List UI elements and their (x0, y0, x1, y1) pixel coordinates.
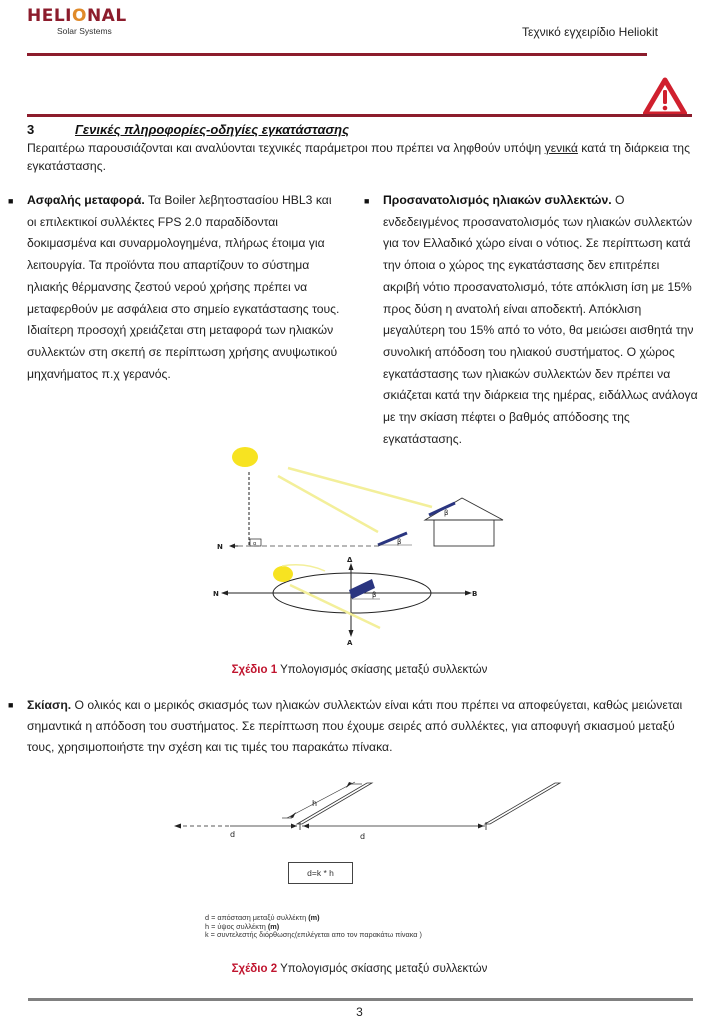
formula-box: d=k * h (288, 862, 353, 884)
label-d-right: d (360, 832, 366, 841)
label-right-angle: α (253, 541, 257, 547)
section-number: 3 (27, 122, 35, 137)
figure-2-legend (205, 914, 422, 940)
label-beta-house: β (444, 509, 449, 517)
bullet-square-icon: ■ (364, 196, 370, 206)
bullet-text: Ο ολικός και ο μερικός σκιασμός των ηλιακών συλλεκτών είναι κάτι που πρέπει να αποφεύγεται, καθώς μειώνεται σημαντικά η απόδοση του συστήματος. Σε περίπτωση που έχουμε σειρές από συλλέκτες, για αποφυγή σκιασμού μεταξύ τους, χρησιμοποιήστε την σχέση και τις τιμές του παρακάτω πίνακα. (27, 698, 683, 754)
document-title: Τεχνικό εγχειρίδιο Heliokit (521, 25, 658, 39)
figure-2-spacing-diagram (160, 770, 580, 890)
bullet-title: Προσανατολισμός ηλιακών συλλεκτών. (383, 193, 612, 207)
section-rule (27, 114, 692, 117)
figure-1-caption: Σχέδιο 1 Υπολογισμός σκίασης μεταξύ συλλεκτών (231, 664, 488, 676)
bullet-text: Ο ενδεδειγμένος προσανατολισμός των ηλιακών συλλεκτών για τον Ελλαδικό χώρο είναι ο νότιος. Σε περίπτωση κατά την όποια ο χώρος της εγκατάστασης δεν επιτρέπει ακριβή νότιο προσανατολισμό, τότε απόκλιση ίση με 15% προς δύση η ανατολή είναι αποδεκτή. Απόκλιση μεγαλύτερη του 15% από το νότο, θα μειώσει αισθητά την συνολική απόδοση του ηλιακού συστήματος. Ο χώρος εγκατάστασης των ηλιακών συλλεκτών δεν πρέπει να σκιάζεται κατά την διάρκεια της ημέρας, ειδάλλως ανάλογα με την σκίαση πέφτει ο βαθμός απόδοσης της εγκατάστασης. (383, 193, 698, 446)
label-h: h (312, 799, 318, 808)
label-top: Δ (347, 556, 353, 564)
caption-label: Σχέδιο 2 (231, 963, 278, 975)
logo-tagline: Solar Systems (57, 26, 112, 36)
section-title: Γενικές πληροφορίες-οδηγίες εγκατάστασης (75, 122, 350, 137)
label-east: Β (472, 590, 478, 598)
bullet-title: Ασφαλής μεταφορά. (27, 193, 145, 207)
label-beta: β (397, 538, 402, 546)
legend-row-h: h = ύψος συλλέκτη (m) (205, 921, 280, 931)
label-north: N (217, 543, 223, 551)
bullet-shading (27, 695, 692, 758)
label-beta-compass: β (372, 591, 377, 599)
label-north-2: N (213, 590, 219, 598)
legend-row-k: k = συντελεστής διόρθωσης(επιλέγεται απο τον παρακάτω πίνακα ) (205, 930, 422, 939)
bullet-square-icon: ■ (8, 700, 14, 710)
bullet-square-icon: ■ (8, 196, 14, 206)
page-number: 3 (356, 1005, 363, 1019)
bullet-safe-transport (27, 190, 342, 385)
figure-2-caption: Σχέδιο 2 Υπολογισμός σκίασης μεταξύ συλλεκτών (231, 963, 488, 975)
figure-1-orientation-diagram (210, 445, 510, 645)
label-d-left: d (230, 830, 236, 839)
section-intro: Περαιτέρω παρουσιάζονται και αναλύονται τεχνικές παράμετροι που πρέπει να ληφθούν υπόψη γενικά κατά τη διάρκεια της εγκατάστασης. (27, 141, 690, 173)
caption-label: Σχέδιο 1 (231, 664, 278, 676)
warning-triangle-icon (643, 77, 687, 117)
logo-wordmark: HELIONAL (27, 6, 127, 26)
top-rule-long (27, 53, 647, 56)
emphasis-generally: γενικά (544, 141, 578, 155)
legend-row-d: d = απόσταση μεταξύ συλλέκτη (m) (205, 913, 320, 922)
helional-logo (27, 6, 147, 36)
bullet-orientation (383, 190, 699, 450)
bullet-title: Σκίαση. (27, 698, 72, 712)
section-heading (27, 122, 349, 137)
label-bottom: Α (347, 639, 353, 645)
bullet-text: Τα Boiler λεβητοστασίου HBL3 και οι επιλεκτικοί συλλέκτες FPS 2.0 παραδίδονται δοκιμασμένα και συναρμολογημένα, πλήρως έτοιμα για λειτουργία. Τα προϊόντα που απαρτίζουν το σύστημα ηλιακής θέρμανσης ζεστού νερού χρήσης πρέπει να μεταφερθούν με ασφάλεια στο σημείο εγκατάστασης τους. Ιδιαίτερη προσοχή χρειάζεται στη μεταφορά των ηλιακών συλλεκτών στη σκεπή σε περίπτωση χρήσης ανυψωτικού μηχανήματος π.χ γερανός. (27, 193, 340, 381)
footer-rule (28, 998, 693, 1001)
